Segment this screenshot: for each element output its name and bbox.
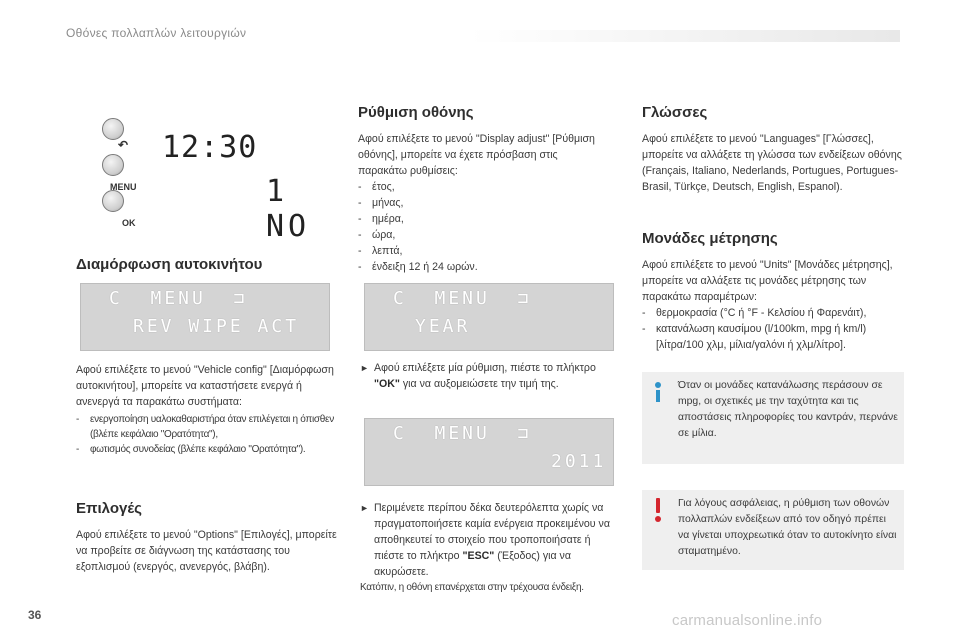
vehicle-config-heading: Διαμόρφωση αυτοκινήτου (76, 256, 263, 273)
lcd-row-2: REV WIPE ACT (133, 316, 300, 337)
device-panel-illustration (90, 110, 340, 244)
lcd-row-1: C MENU ⊐ (393, 423, 532, 444)
date-lcd (364, 418, 614, 486)
units-heading: Μονάδες μέτρησης (642, 230, 778, 247)
header-decoration (470, 30, 900, 42)
languages-heading: Γλώσσες (642, 104, 708, 121)
vehicle-config-lcd (80, 283, 330, 351)
lcd-row-2: 2011 (551, 451, 607, 472)
step-2: ► Περιμένετε περίπου δέκα δευτερόλεπτα χωρίς να πραγματοποιήσετε καμία ενέργεια προκειμένου να αποθηκευτεί το στοιχείο που τροποποιήσατε ή πιέστε το πλήκτρο "ESC" (Έξοδος) για να ακυρώσετε. Κατόπιν, η οθόνη επανέρχεται στην τρέχουσα ένδειξη. (360, 500, 622, 596)
display-adjust-section (358, 104, 606, 275)
list-item: - θερμοκρασία (°C ή °F - Κελσίου ή Φαρενάιτ), (642, 307, 867, 319)
units-intro: Αφού επιλέξετε το μενού "Units" [Μονάδες μέτρησης], μπορείτε να αλλάξετε τις μονάδες μέτρησης των παρακάτω παραμέτρων: (642, 259, 893, 303)
options-text: Αφού επιλέξετε το μενού "Options" [Επιλογές], μπορείτε να προβείτε σε διάγνωση της κατάστασης του εξοπλισμού (ενεργός, ανενεργός, βλάβη). (76, 529, 337, 573)
list-item: - ημέρα, (358, 213, 404, 225)
back-arrow-icon: ↶ (118, 138, 129, 152)
lcd-row-2: YEAR (415, 316, 471, 337)
arrow-right-icon: ► (360, 363, 369, 373)
info-note-text: Όταν οι μονάδες κατανάλωσης περάσουν σε mpg, οι σχετικές με την ταχύτητα και τις αποστάσεις πληροφορίες του καντράν, περνάνε σε μίλια. (678, 380, 898, 439)
device-segment-display: 1 NO (266, 174, 311, 244)
warning-icon (652, 498, 664, 522)
lcd-row-1: C MENU ⊐ (393, 288, 532, 309)
vehicle-config-intro: Αφού επιλέξετε το μενού "Vehicle config" [Διαμόρφωση αυτοκινήτου], μπορείτε να καταστήσετε ενεργά ή ανενεργά τα παρακάτω συστήματα: (76, 364, 334, 408)
list-item: - ενεργοποίηση υαλοκαθαριστήρα όταν επιλέγεται η όπισθεν (βλέπε κεφάλαιο "Ορατότητα"), (76, 414, 334, 440)
list-item: - λεπτά, (358, 245, 403, 257)
list-item: - φωτισμός συνοδείας (βλέπε κεφάλαιο "Ορατότητα"). (76, 444, 306, 455)
list-item: - ώρα, (358, 229, 396, 241)
page-header-title: Οθόνες πολλαπλών λειτουργιών (66, 26, 247, 40)
watermark: carmanualsonline.info (672, 612, 823, 629)
warning-note (642, 490, 904, 570)
vehicle-config-body (76, 362, 338, 457)
list-item: - μήνας, (358, 197, 404, 209)
list-item: - ένδειξη 12 ή 24 ωρών. (358, 261, 478, 273)
year-lcd (364, 283, 614, 351)
units-section (642, 230, 908, 353)
warning-note-text: Για λόγους ασφάλειας, η ρύθμιση των οθονών πολλαπλών ενδείξεων από τον οδηγό πρέπει να γίνεται υποχρεωτικά όταν το αυτοκίνητο είναι σταματημένο. (678, 498, 897, 557)
lcd-row-1: C MENU ⊐ (109, 288, 248, 309)
options-section (76, 500, 338, 575)
device-button-menu (102, 154, 124, 176)
options-heading: Επιλογές (76, 500, 142, 517)
ok-button-label: OK (122, 218, 136, 228)
after-text: Κατόπιν, η οθόνη επανέρχεται στην τρέχουσα ένδειξη. (360, 582, 584, 593)
menu-button-label: MENU (110, 182, 137, 192)
device-button-ok (102, 190, 124, 212)
step-1: ► Αφού επιλέξετε μία ρύθμιση, πιέστε το πλήκτρο "OK" για να αυξομειώσετε την τιμή της. (360, 362, 596, 390)
info-icon (652, 382, 664, 402)
display-adjust-heading: Ρύθμιση οθόνης (358, 104, 474, 121)
page-number: 36 (28, 608, 42, 622)
device-clock-display: 12:30 (162, 130, 258, 165)
list-item: - έτος, (358, 181, 395, 193)
languages-text: Αφού επιλέξετε το μενού "Languages" [Γλώσσες], μπορείτε να αλλάξετε τη γλώσσα των ενδείξεων οθόνης (Français, Italiano, Nederlands, Portugues, Portugues-Brasil, Türkçe, Deutsch, English, Espanol). (642, 133, 902, 193)
arrow-right-icon: ► (360, 503, 369, 513)
list-item: - κατανάλωση καυσίμου (l/100km, mpg ή km/l) [λίτρα/100 χλμ, μίλια/γαλόνι ή χλμ/λίτρο]. (642, 323, 867, 351)
device-button-top (102, 118, 124, 140)
display-adjust-intro: Αφού επιλέξετε το μενού "Display adjust" [Ρύθμιση οθόνης], μπορείτε να έχετε πρόσβαση στις παρακάτω ρυθμίσεις: (358, 133, 595, 177)
languages-section (642, 104, 908, 195)
info-note (642, 372, 904, 464)
vehicle-config-section (76, 256, 326, 283)
